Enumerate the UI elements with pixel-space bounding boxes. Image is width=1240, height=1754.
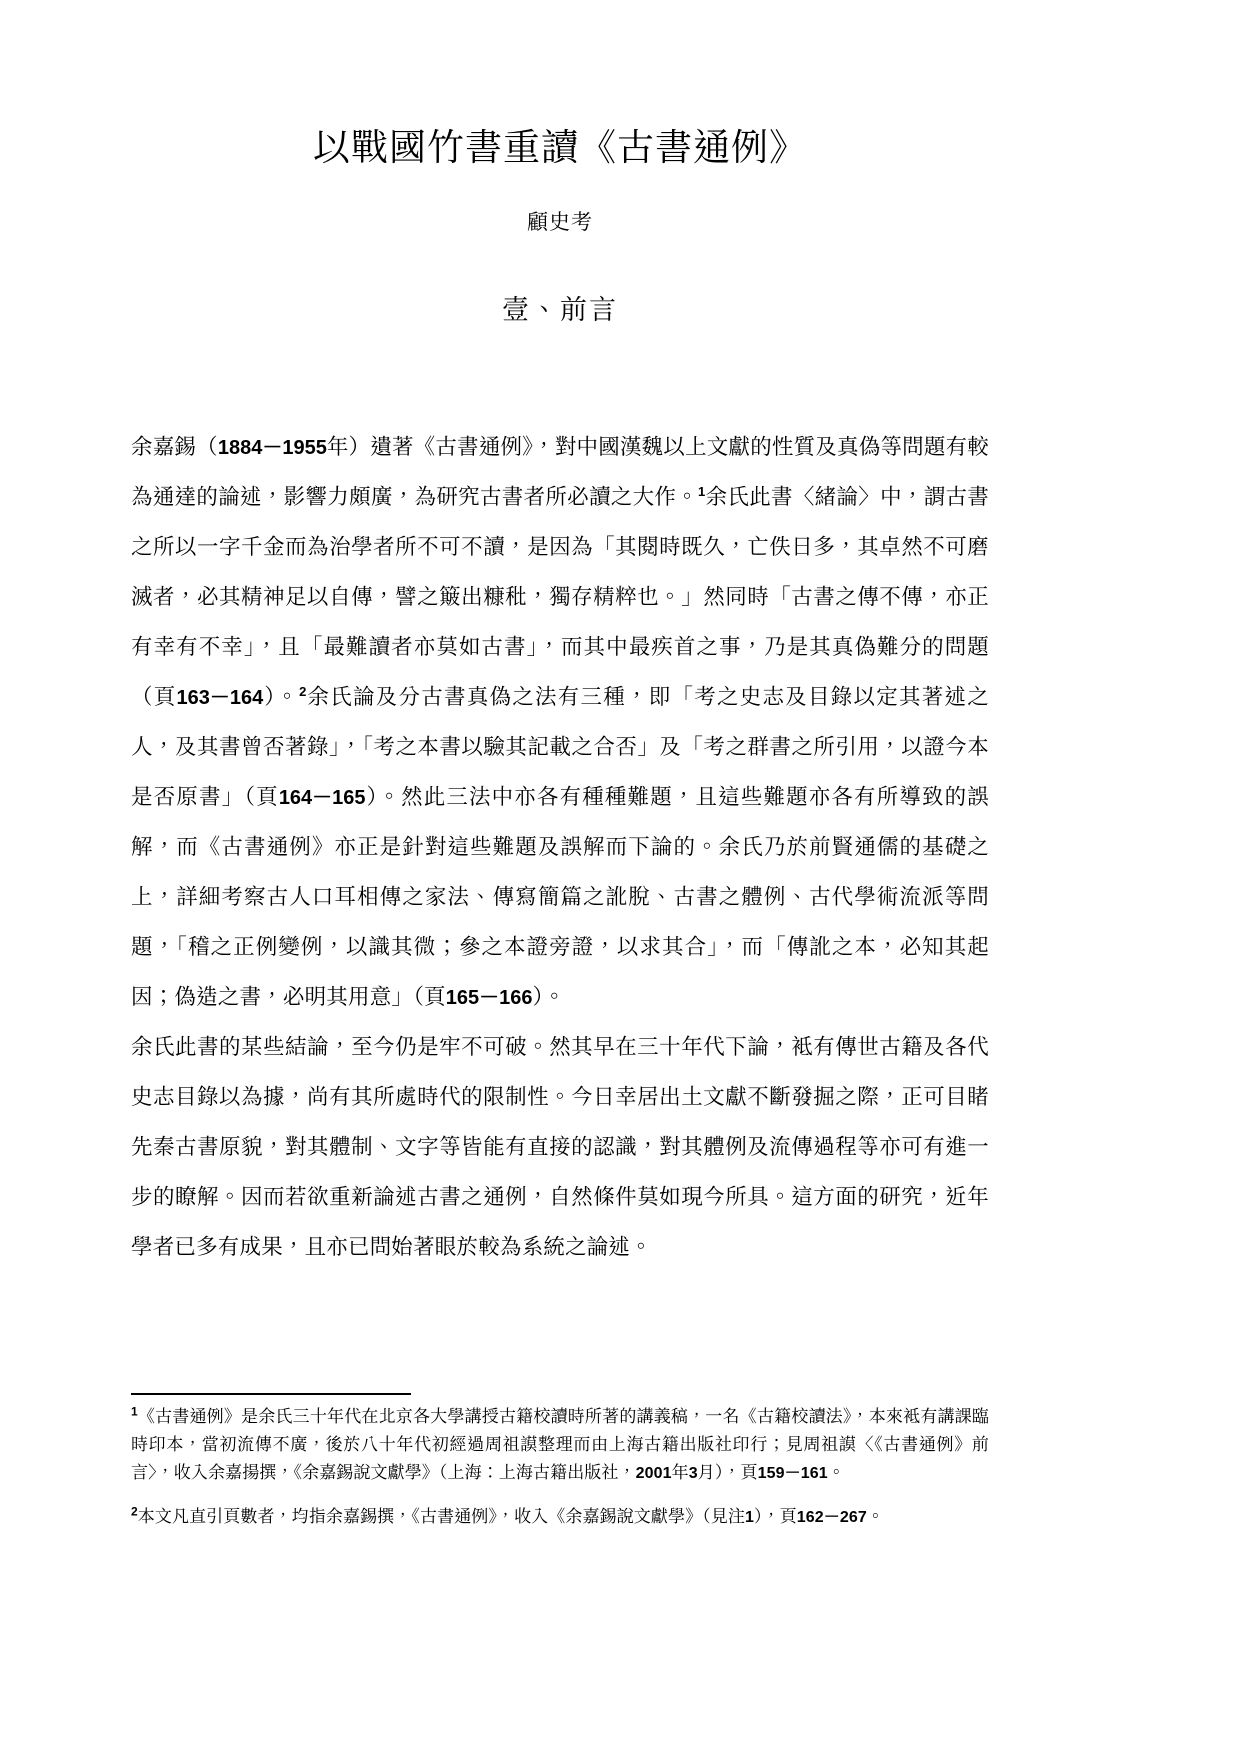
footnote-2-pages: 162－267: [796, 1509, 867, 1526]
footnote-2-text-b: ），頁: [753, 1507, 797, 1527]
footnote-ref-2[interactable]: 2: [299, 683, 307, 699]
para1-text-e: 余氏論及分古書真偽之法有三種，即「考之史志及目錄以定其著述之人，及其書曾否著錄」，「考之本書以驗其記載之合否」及「考之群書之所引用，以證今本是否原書」（頁: [131, 684, 989, 810]
page-citation-163-164: 163－164: [176, 686, 264, 709]
footnote-ref-1[interactable]: 1: [698, 483, 706, 499]
footnote-2-text-c: 。: [866, 1507, 884, 1527]
footnote-1-text-d: 。: [827, 1463, 845, 1483]
paragraph-2: 余氏此書的某些結論，至今仍是牢不可破。然其早在三十年代下論，袛有傳世古籍及各代史志目錄以為據，尚有其所處時代的限制性。今日幸居出土文獻不斷發掘之際，正可目睹先秦古書原貌，對其體制、文字等皆能有直接的認識，對其體例及流傳過程等亦可有進一步的瞭解。因而若欲重新論述古書之通例，自然條件莫如現今所具。這方面的研究，近年學者已多有成果，且亦已問始著眼於較為系統之論述。: [131, 1034, 989, 1260]
para1-text-d: ）。: [263, 684, 300, 710]
footnote-2: [131, 1503, 989, 1532]
footnote-area: [131, 1393, 989, 1532]
para1-text-a: 余嘉錫（: [131, 434, 218, 460]
footnote-2-text-a: 本文凡直引頁數者，均指余嘉錫撰，《古書通例》，收入《余嘉錫說文獻學》（見注: [137, 1507, 745, 1527]
footnote-1-text-c: 月），頁: [697, 1463, 758, 1483]
para1-text-c: 余氏此書〈緒論〉中，謂古書之所以一字千金而為治學者所不可不讀，是因為「其閱時既久，亡佚日多，其卓然不可磨滅者，必其精神足以自傳，譬之簸出糠秕，獨存精粹也。」然同時「古書之傳不傳，亦正有幸有不幸」，且「最難讀者亦莫如古書」，而其中最疾首之事，乃是其真偽難分的問題（頁: [131, 484, 990, 710]
footnote-1-marker: 1: [131, 1404, 138, 1419]
para1-text-b: 年）遺著《古書通例》，對中國漢魏以上文獻的性質及真偽等問題有較為通達的論述，影響力頗廣，為研究古書者所必讀之大作。: [131, 434, 989, 510]
body-text: [131, 327, 989, 1273]
page-citation-165-166: 165－166: [445, 986, 533, 1009]
para1-text-g: ）。: [532, 984, 566, 1010]
para1-text-f: ）。然此三法中亦各有種種難題，且這些難題亦各有所導致的誤解，而《古書通例》亦正是針對這些難題及誤解而下論的。余氏乃於前賢通儒的基礎之上，詳細考察古人口耳相傳之家法、傳寫簡篇之訛脫、古書之體例、古代學術流派等問題，「稽之正例變例，以識其微；參之本證旁證，以求其合」，而「傳訛之本，必知其起因；偽造之書，必明其用意」（頁: [131, 784, 990, 1010]
page-citation-164-165: 164－165: [278, 786, 366, 809]
page-content: [131, 0, 989, 1273]
footnote-2-note-ref: 1: [744, 1509, 754, 1526]
footnote-separator-rule: [131, 1393, 411, 1395]
section-heading: 壹、前言: [502, 294, 618, 326]
footnote-1: [131, 1403, 989, 1488]
footnote-1-year: 2001: [635, 1465, 672, 1482]
footnote-1-text-b: 年: [671, 1463, 689, 1483]
author-name: 顧史考: [527, 209, 593, 234]
footnote-1-month: 3: [688, 1465, 698, 1482]
page-title: 以戰國竹書重讀《古書通例》: [313, 126, 807, 169]
author-life-years: 1884－1955: [217, 436, 327, 459]
paragraph-1: [131, 423, 989, 1023]
footnote-1-text-a: 《古書通例》是余氏三十年代在北京各大學講授古籍校讀時所著的講義稿，一名《古籍校讀法》，本來袛有講課臨時印本，當初流傳不廣，後於八十年代初經過周祖謨整理而由上海古籍出版社印行；見周祖謨〈《古書通例》前言〉，收入余嘉揚撰，《余嘉錫說文獻學》（上海：上海古籍出版社，: [131, 1407, 989, 1483]
footnote-2-marker: 2: [131, 1504, 138, 1519]
footnote-1-pages: 159－161: [757, 1465, 828, 1482]
